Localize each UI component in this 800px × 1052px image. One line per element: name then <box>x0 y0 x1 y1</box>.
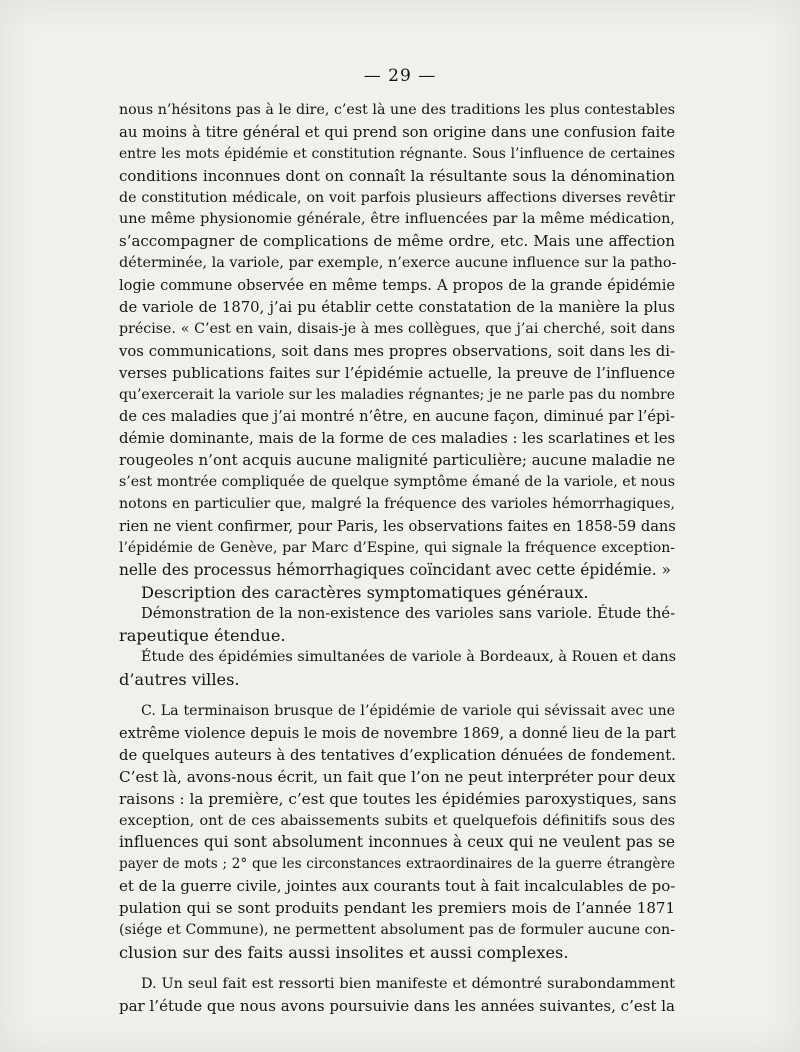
text-line: vos communications, soit dans mes propres observations, soit dans les di- <box>119 342 675 360</box>
text-line: rapeutique étendue. <box>119 626 286 646</box>
text-line: verses publications faites sur l’épidémie actuelle, la preuve de l’influence <box>119 364 675 382</box>
text-line: rien ne vient confirmer, pour Paris, les observations faites en 1858-59 dans <box>119 517 676 535</box>
text-line: précise. « C’est en vain, disais-je à mes collègues, que j’ai cherché, soit dans <box>119 320 675 337</box>
text-line: rougeoles n’ont acquis aucune malignité particulière; aucune maladie ne <box>119 451 676 470</box>
text-line: extrême violence depuis le mois de novembre 1869, a donné lieu de la part <box>119 724 676 742</box>
text-line: (siége et Commune), ne permettent absolument pas de formuler aucune con- <box>119 921 675 938</box>
text-line: conditions inconnues dont on connaît la résultante sous la dénomination <box>119 166 675 185</box>
paragraph-2 <box>119 582 675 604</box>
text-line: C’est là, avons-nous écrit, un fait que l’on ne peut interpréter pour deux <box>119 767 676 786</box>
text-line: Étude des épidémies simultanées de variole à Bordeaux, à Rouen et dans <box>141 649 677 666</box>
text-line: D. Un seul fait est ressorti bien manifeste et démontré surabondamment <box>141 975 675 992</box>
text-line: notons en particulier que, malgré la fréquence des varioles hémorrhagiques, <box>119 496 675 513</box>
text-line: déterminée, la variole, par exemple, n’exerce aucune influence sur la patho- <box>119 255 677 272</box>
text-line: nelle des processus hémorrhagiques coïncidant avec cette épidémie. » <box>119 560 671 579</box>
text-line: raisons : la première, c’est que toutes les épidémies paroxystiques, sans <box>119 789 677 808</box>
text-line: d’autres villes. <box>119 670 240 690</box>
text-line: qu’exercerait la variole sur les maladies régnantes; je ne parle pas du nombre <box>119 386 675 403</box>
text-line: de quelques auteurs à des tentatives d’explication dénuées de fondement. <box>119 746 676 764</box>
text-line: C. La terminaison brusque de l’épidémie de variole qui sévissait avec une <box>141 703 675 720</box>
text-line: de ces maladies que j’ai montré n’être, en aucune façon, diminué par l’épi- <box>119 408 675 426</box>
text-line: et de la guerre civile, jointes aux courants tout à fait incalculables de po- <box>119 877 676 896</box>
paragraph-3 <box>119 603 675 647</box>
text-line: Description des caractères symptomatiques généraux. <box>141 582 589 602</box>
text-line: de constitution médicale, on voit parfois plusieurs affections diverses revêtir <box>119 189 675 206</box>
text-line: de variole de 1870, j’ai pu établir cette constatation de la manière la plus <box>119 299 675 317</box>
text-line: une même physionomie générale, être influencées par la même médication, <box>119 211 675 228</box>
text-line: s’accompagner de complications de même ordre, etc. Mais une affection <box>119 232 675 251</box>
text-line: l’épidémie de Genève, par Marc d’Espine, qui signale la fréquence exception- <box>119 539 675 556</box>
paragraph-4 <box>119 647 675 691</box>
text-line: au moins à titre général et qui prend son origine dans une confusion faite <box>119 123 675 141</box>
text-line: influences qui sont absolument inconnues à ceux qui ne veulent pas se <box>119 833 675 852</box>
text-line: Démonstration de la non-existence des varioles sans variole. Étude thé- <box>141 605 675 623</box>
text-line: pulation qui se sont produits pendant les premiers mois de l’année 1871 <box>119 899 675 918</box>
page-number: — 29 — <box>363 66 437 86</box>
page-body <box>119 100 675 1018</box>
text-line: nous n’hésitons pas à le dire, c’est là une des traditions les plus contestables <box>119 102 675 118</box>
paragraph-gap <box>119 691 675 701</box>
paragraph-5 <box>119 701 675 964</box>
text-line: clusion sur des faits aussi insolites et aussi complexes. <box>119 942 569 962</box>
text-line: entre les mots épidémie et constitution régnante. Sous l’influence de certaines <box>119 145 675 162</box>
paragraph-1 <box>119 100 675 582</box>
text-line: par l’étude que nous avons poursuivie dans les années suivantes, c’est la <box>119 996 675 1015</box>
text-line: payer de mots ; 2° que les circonstances extraordinaires de la guerre étrangère <box>119 856 675 873</box>
paragraph-6 <box>119 974 675 1018</box>
text-line: s’est montrée compliquée de quelque symptôme émané de la variole, et nous <box>119 474 675 491</box>
text-line: logie commune observée en même temps. A propos de la grande épidémie <box>119 277 675 295</box>
paragraph-gap <box>119 964 675 974</box>
text-line: démie dominante, mais de la forme de ces maladies : les scarlatines et les <box>119 430 676 448</box>
text-line: exception, ont de ces abaissements subits et quelquefois définitifs sous des <box>119 812 675 829</box>
